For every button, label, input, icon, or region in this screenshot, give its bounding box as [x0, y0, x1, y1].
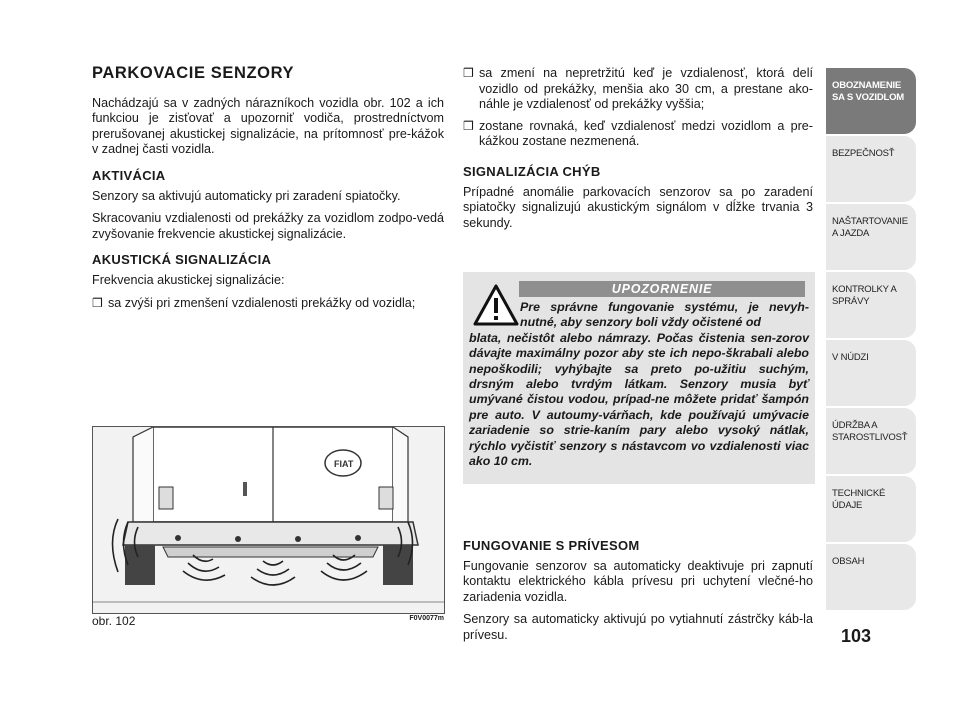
error-heading: SIGNALIZÁCIA CHÝB [463, 163, 601, 179]
tab-bezpecnost[interactable] [826, 136, 916, 202]
acoustic-paragraph: Frekvencia akustickej signalizácie: [92, 272, 285, 287]
right-column [463, 66, 813, 238]
trailer-paragraph-2: Senzory sa automaticky aktivujú po vytiahnutí zástrčky káb-la prívesu. [463, 612, 813, 642]
trailer-heading: FUNGOVANIE S PRÍVESOM [463, 538, 640, 553]
trailer-section [463, 528, 813, 651]
chapter-tabs [826, 68, 916, 612]
activation-paragraph-2: Skracovaniu vzdialenosti od prekážky za vozidlom zodpo-vedá zvyšovanie frekvencie akustickej signalizácie. [92, 211, 444, 241]
figure-code: F0V0077m [409, 615, 444, 622]
tab-label: NAŠTARTOVANIE A JAZDA [832, 216, 908, 239]
checkbox-bullet-icon: ❒ [92, 295, 103, 310]
activation-heading: AKTIVÁCIA [92, 167, 166, 183]
van-rear-drawing [93, 427, 444, 613]
error-paragraph: Prípadné anomálie parkovacích senzorov sa po zaradení spiatočky signalizujú akustickým signálom v dĺžke trvania 3 sekundy. [463, 184, 813, 230]
tab-technicke-udaje[interactable] [826, 476, 916, 542]
tab-v-nudzi[interactable] [826, 340, 916, 406]
checkbox-bullet-icon: ❒ [463, 66, 474, 80]
left-column [92, 66, 444, 317]
warning-banner: UPOZORNENIE [519, 281, 805, 297]
bullet-text: sa zmení na nepretržitú keď je vzdialenosť, ktorá delí vozidlo od prekážky, menšia ako 30 cm, a prestane ako-náhle je vzdialenosť od prekážky vyššia; [479, 66, 813, 112]
bullet-text: sa zvýši pri zmenšení vzdialenosti prekážky od vozidla; [108, 295, 416, 310]
rear-van-illustration [92, 426, 445, 614]
intro-paragraph: Nachádzajú sa v zadných nárazníkoch vozidla obr. 102 a ich funkciou je zisťovať a upozorniť vodiča, prostredníctvom prerušovanej akustickej signalizácie, na prítomnosť pre-kážok v zadnej časti vozidla. [92, 95, 444, 157]
warning-text-rest: blata, nečistôt alebo námrazy. Počas čistenia sen-zorov dávajte maximálny pozor aby ste ich nepo-škrabali alebo nepoškodili; vyhýbajte sa preto po-užitiu suchým, drsným alebo tvrdým látkam. Senzory musia byť umývané čistou vodou, prípad-ne môžete pridať šampón pre auto. V autoumy-várňach, kde používajú umývacie zariadenie so strie-kaním pary alebo vysoký nátlak, rýchlo vyčistiť senzory s nástavcom vo vzdialenosti viac ako 10 cm. [469, 330, 809, 469]
figure-caption [92, 614, 444, 628]
page-number: 103 [841, 626, 872, 646]
tab-label: TECHNICKÉ ÚDAJE [832, 488, 886, 511]
svg-text:FIAT: FIAT [334, 459, 354, 469]
tab-oboznamenie[interactable] [826, 68, 916, 134]
trailer-paragraph-1: Fungovanie senzorov sa automaticky deaktivuje pri zapnutí kontaktu elektrického kábla prívesu pri uchytení vlečné-ho zariadenia vozidla. [463, 558, 813, 604]
tab-label: V NÚDZI [832, 352, 869, 363]
bullet-item [463, 66, 813, 113]
tab-obsah[interactable] [826, 544, 916, 610]
warning-box [463, 272, 815, 484]
figure-label: obr. 102 [92, 614, 136, 628]
activation-paragraph-1: Senzory sa aktivujú automaticky pri zaradení spiatočky. [92, 188, 401, 203]
tab-label: OBSAH [832, 556, 865, 567]
tab-label: KONTROLKY A SPRÁVY [832, 284, 897, 307]
warning-text-lead: Pre správne fungovanie systému, je nevyh-nutné, aby senzory boli vždy očistené od [520, 300, 809, 330]
warning-text [469, 300, 809, 469]
tab-label: BEZPEČNOSŤ [832, 148, 895, 159]
acoustic-heading: AKUSTICKÁ SIGNALIZÁCIA [92, 252, 272, 268]
tab-label: OBOZNAMENIE SA S VOZIDLOM [832, 80, 904, 103]
section-title: PARKOVACIE SENZORY [92, 64, 295, 82]
bullet-text: zostane rovnaká, keď vzdialenosť medzi vozidlom a pre-kážkou zostane nezmenená. [479, 118, 813, 149]
tab-label: ÚDRŽBA A STAROSTLIVOSŤ [832, 420, 908, 443]
checkbox-bullet-icon: ❒ [463, 118, 474, 133]
tab-nastartovanie[interactable] [826, 204, 916, 270]
bullet-item [92, 296, 444, 312]
tab-kontrolky[interactable] [826, 272, 916, 338]
bullet-item [463, 119, 813, 150]
tab-udrzba[interactable] [826, 408, 916, 474]
